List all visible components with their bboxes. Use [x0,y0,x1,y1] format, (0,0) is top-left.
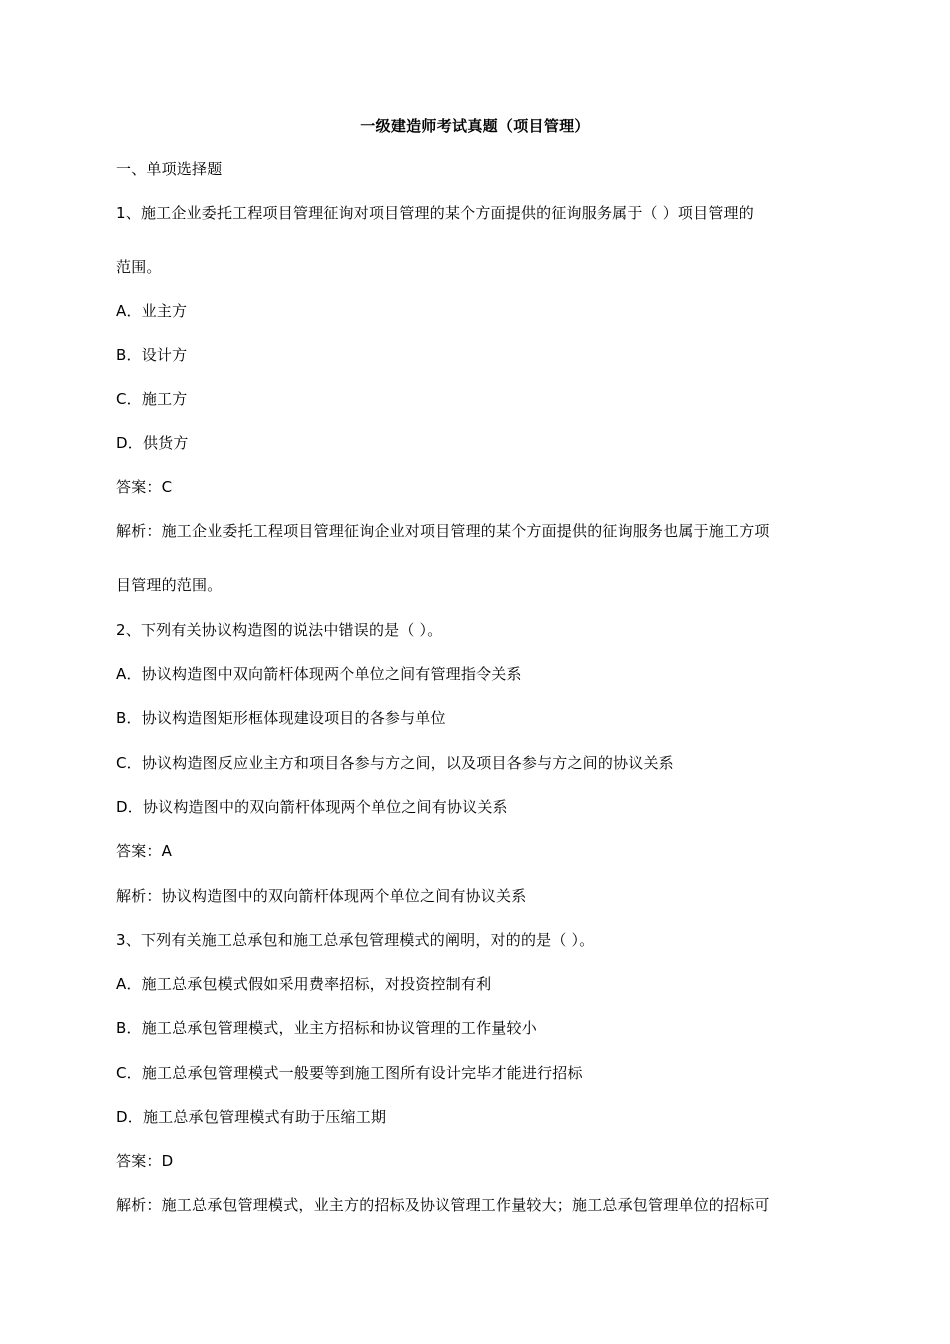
section-heading: 一、单项选择题 [116,160,223,178]
question-1-answer: 答案：C [116,478,173,496]
question-1-analysis-line-2: 目管理的范围。 [116,576,223,594]
question-1-stem-line-1: 1、施工企业委托工程项目管理征询对项目管理的某个方面提供的征询服务属于（ ）项目管理的 [116,204,754,222]
question-2-option-b: B．协议构造图矩形框体现建设项目的各参与单位 [116,709,446,727]
question-3-option-b: B．施工总承包管理模式，业主方招标和协议管理的工作量较小 [116,1019,537,1037]
question-3-analysis-line-1: 解析：施工总承包管理模式，业主方的招标及协议管理工作量较大；施工总承包管理单位的招标可 [116,1196,770,1214]
question-3-option-c: C．施工总承包管理模式一般要等到施工图所有设计完毕才能进行招标 [116,1064,583,1082]
question-2-stem: 2、下列有关协议构造图的说法中错误的是（ ）。 [116,621,443,639]
question-2-analysis: 解析：协议构造图中的双向箭杆体现两个单位之间有协议关系 [116,887,527,905]
question-3-option-d: D．施工总承包管理模式有助于压缩工期 [116,1108,387,1126]
question-3-stem: 3、下列有关施工总承包和施工总承包管理模式的阐明，对的的是（ ）。 [116,931,595,949]
question-3-answer: 答案：D [116,1152,174,1170]
question-1-stem-line-2: 范围。 [116,258,162,276]
question-2-option-d: D．协议构造图中的双向箭杆体现两个单位之间有协议关系 [116,798,508,816]
question-1-option-d: D．供货方 [116,434,189,452]
question-2-option-c: C．协议构造图反应业主方和项目各参与方之间，以及项目各参与方之间的协议关系 [116,754,674,772]
question-1-option-a: A．业主方 [116,302,188,320]
question-1-option-b: B．设计方 [116,346,188,364]
document-title: 一级建造师考试真题（项目管理） [360,117,590,135]
question-2-answer: 答案：A [116,842,173,860]
question-2-option-a: A．协议构造图中双向箭杆体现两个单位之间有管理指令关系 [116,665,522,683]
question-1-analysis-line-1: 解析：施工企业委托工程项目管理征询企业对项目管理的某个方面提供的征询服务也属于施工方项 [116,522,770,540]
question-3-option-a: A．施工总承包模式假如采用费率招标，对投资控制有利 [116,975,492,993]
question-1-option-c: C．施工方 [116,390,188,408]
